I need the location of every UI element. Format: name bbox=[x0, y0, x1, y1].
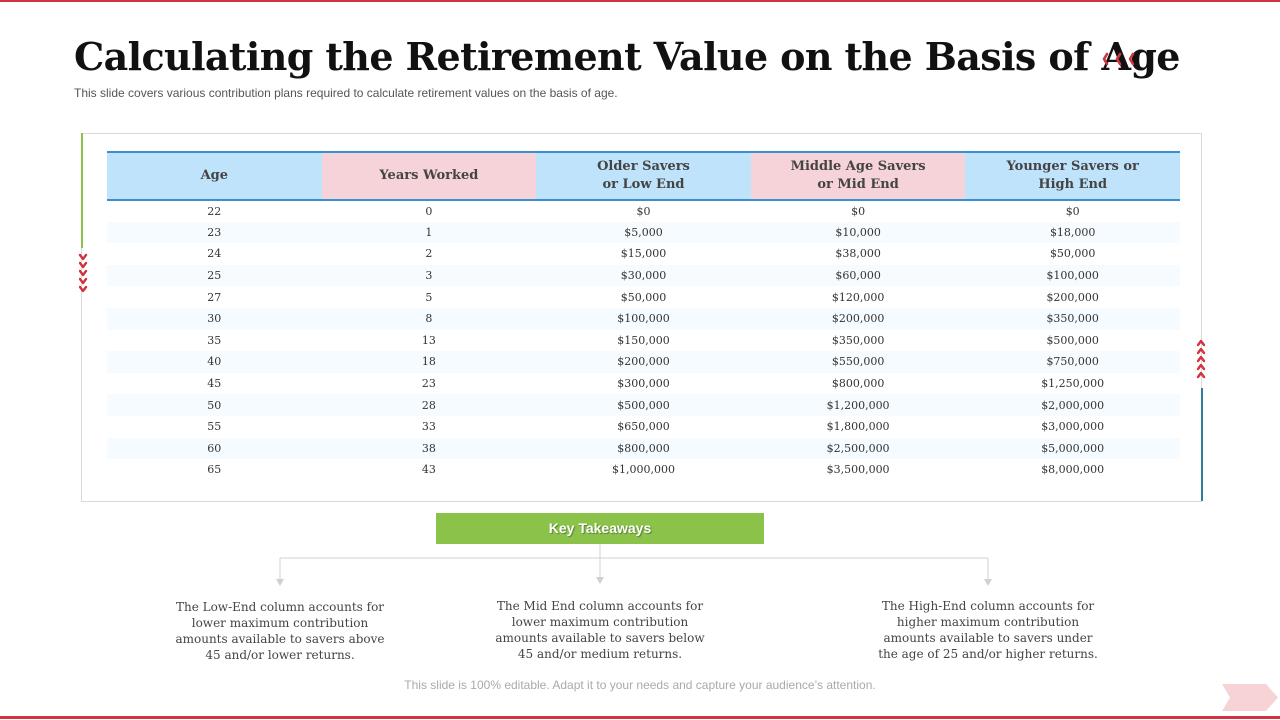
cell-mid-end: $350,000 bbox=[831, 333, 885, 347]
takeaway-mid-end: The Mid End column accounts for lower maximum contribution amounts available to savers below 45 and/or medium returns. bbox=[495, 599, 705, 661]
table-row bbox=[107, 416, 1180, 438]
cell-years-worked: 0 bbox=[425, 204, 433, 218]
cell-high-end: $750,000 bbox=[965, 351, 1180, 373]
cell-age: 30 bbox=[107, 308, 322, 330]
cell-age: 65 bbox=[207, 463, 222, 477]
table-row bbox=[107, 438, 1180, 460]
header-age-label: Age bbox=[200, 168, 229, 183]
cell-mid-end: $800,000 bbox=[831, 377, 885, 391]
table-accent-right bbox=[1201, 388, 1203, 501]
table-row bbox=[107, 394, 1180, 416]
cell-age: 27 bbox=[207, 290, 222, 304]
header-years-worked-label: Years Worked bbox=[379, 168, 479, 183]
bottom-accent-rule bbox=[0, 716, 1280, 719]
header-high-end-line1: Younger Savers or bbox=[1006, 159, 1139, 174]
cell-age: 22 bbox=[207, 204, 222, 218]
cell-mid-end: $1,800,000 bbox=[826, 420, 890, 434]
cell-mid-end: $60,000 bbox=[751, 265, 966, 287]
cell-years-worked: 23 bbox=[421, 377, 436, 391]
header-low-end-line2: or Low End bbox=[602, 177, 685, 192]
top-accent-rule bbox=[0, 0, 1280, 2]
cell-mid-end: $120,000 bbox=[831, 290, 885, 304]
header-mid-end-line2: or Mid End bbox=[817, 177, 899, 192]
cell-high-end: $100,000 bbox=[965, 265, 1180, 287]
cell-years-worked: 13 bbox=[421, 333, 436, 347]
cell-low-end: $30,000 bbox=[536, 265, 751, 287]
cell-mid-end: $10,000 bbox=[751, 222, 966, 244]
cell-low-end: $100,000 bbox=[536, 308, 751, 330]
table-row bbox=[107, 351, 1180, 373]
cell-low-end: $15,000 bbox=[620, 247, 667, 261]
table-row bbox=[107, 243, 1180, 265]
slide-subtitle: This slide covers various contribution plans required to calculate retirement values on the basis of age. bbox=[74, 86, 618, 100]
cell-age: 60 bbox=[107, 438, 322, 460]
cell-age: 35 bbox=[207, 333, 222, 347]
cell-low-end: $500,000 bbox=[536, 394, 751, 416]
cell-mid-end: $1,200,000 bbox=[751, 394, 966, 416]
table-row bbox=[107, 459, 1180, 481]
cell-high-end: $50,000 bbox=[1049, 247, 1096, 261]
cell-high-end: $0 bbox=[1065, 204, 1080, 218]
table-row bbox=[107, 222, 1180, 244]
cell-low-end: $0 bbox=[636, 204, 651, 218]
cell-years-worked: 33 bbox=[421, 420, 436, 434]
table-row bbox=[107, 330, 1180, 352]
chevron-up-stack-icon bbox=[1196, 338, 1206, 384]
cell-age: 40 bbox=[107, 351, 322, 373]
cell-years-worked: 43 bbox=[421, 463, 436, 477]
table-header-row bbox=[107, 152, 1180, 200]
cell-years-worked: 18 bbox=[322, 351, 537, 373]
header-mid-end bbox=[751, 152, 966, 200]
header-low-end-line1: Older Savers bbox=[597, 159, 690, 174]
header-mid-end-line1: Middle Age Savers bbox=[790, 159, 926, 174]
arrow-right-icon bbox=[1222, 684, 1278, 711]
cell-age: 45 bbox=[207, 377, 222, 391]
cell-high-end: $8,000,000 bbox=[1041, 463, 1105, 477]
cell-mid-end: $200,000 bbox=[751, 308, 966, 330]
table-row bbox=[107, 373, 1180, 395]
cell-high-end: $3,000,000 bbox=[1041, 420, 1105, 434]
cell-high-end: $1,250,000 bbox=[1041, 377, 1105, 391]
table-body bbox=[107, 200, 1180, 481]
takeaway-high-end: The High-End column accounts for higher maximum contribution amounts available to savers under the age of 25 and/or higher returns. bbox=[878, 599, 1098, 661]
cell-years-worked: 3 bbox=[322, 265, 537, 287]
cell-high-end: $18,000 bbox=[965, 222, 1180, 244]
cell-mid-end: $0 bbox=[851, 204, 866, 218]
cell-mid-end: $3,500,000 bbox=[826, 463, 890, 477]
cell-low-end: $300,000 bbox=[617, 377, 670, 391]
table-row bbox=[107, 308, 1180, 330]
cell-years-worked: 8 bbox=[322, 308, 537, 330]
chevron-down-stack-icon bbox=[78, 252, 88, 298]
header-age bbox=[107, 152, 322, 200]
cell-high-end: $350,000 bbox=[965, 308, 1180, 330]
table-row bbox=[107, 200, 1180, 222]
cell-mid-end: $2,500,000 bbox=[751, 438, 966, 460]
slide-title: Calculating the Retirement Value on the Basis of Age bbox=[74, 34, 1180, 79]
header-years-worked bbox=[322, 152, 537, 200]
cell-age: 25 bbox=[107, 265, 322, 287]
cell-low-end: $200,000 bbox=[536, 351, 751, 373]
retirement-value-table bbox=[107, 151, 1180, 481]
cell-age: 55 bbox=[207, 420, 222, 434]
header-high-end bbox=[965, 152, 1180, 200]
cell-age: 23 bbox=[107, 222, 322, 244]
cell-high-end: $5,000,000 bbox=[965, 438, 1180, 460]
cell-low-end: $150,000 bbox=[617, 333, 670, 347]
cell-high-end: $2,000,000 bbox=[965, 394, 1180, 416]
header-low-end bbox=[536, 152, 751, 200]
cell-age: 24 bbox=[207, 247, 222, 261]
cell-years-worked: 2 bbox=[425, 247, 433, 261]
cell-low-end: $5,000 bbox=[536, 222, 751, 244]
footer-note: This slide is 100% editable. Adapt it to your needs and capture your audience’s attention. bbox=[404, 678, 876, 692]
cell-low-end: $1,000,000 bbox=[611, 463, 675, 477]
cell-low-end: $800,000 bbox=[536, 438, 751, 460]
cell-age: 50 bbox=[107, 394, 322, 416]
table-accent-left bbox=[81, 133, 83, 248]
cell-mid-end: $550,000 bbox=[751, 351, 966, 373]
cell-low-end: $650,000 bbox=[617, 420, 670, 434]
chevron-left-dots-icon bbox=[1101, 51, 1137, 67]
key-takeaways-label: Key Takeaways bbox=[436, 513, 764, 544]
cell-years-worked: 38 bbox=[322, 438, 537, 460]
cell-low-end: $50,000 bbox=[620, 290, 667, 304]
header-high-end-line2: High End bbox=[1038, 177, 1108, 192]
takeaway-low-end: The Low-End column accounts for lower maximum contribution amounts available to savers above 45 and/or lower returns. bbox=[175, 600, 385, 662]
cell-mid-end: $38,000 bbox=[835, 247, 881, 261]
table-row bbox=[107, 265, 1180, 287]
cell-years-worked: 1 bbox=[322, 222, 537, 244]
cell-high-end: $200,000 bbox=[1046, 290, 1099, 304]
cell-years-worked: 5 bbox=[425, 290, 433, 304]
cell-high-end: $500,000 bbox=[1046, 333, 1099, 347]
table-row bbox=[107, 286, 1180, 308]
cell-years-worked: 28 bbox=[322, 394, 537, 416]
